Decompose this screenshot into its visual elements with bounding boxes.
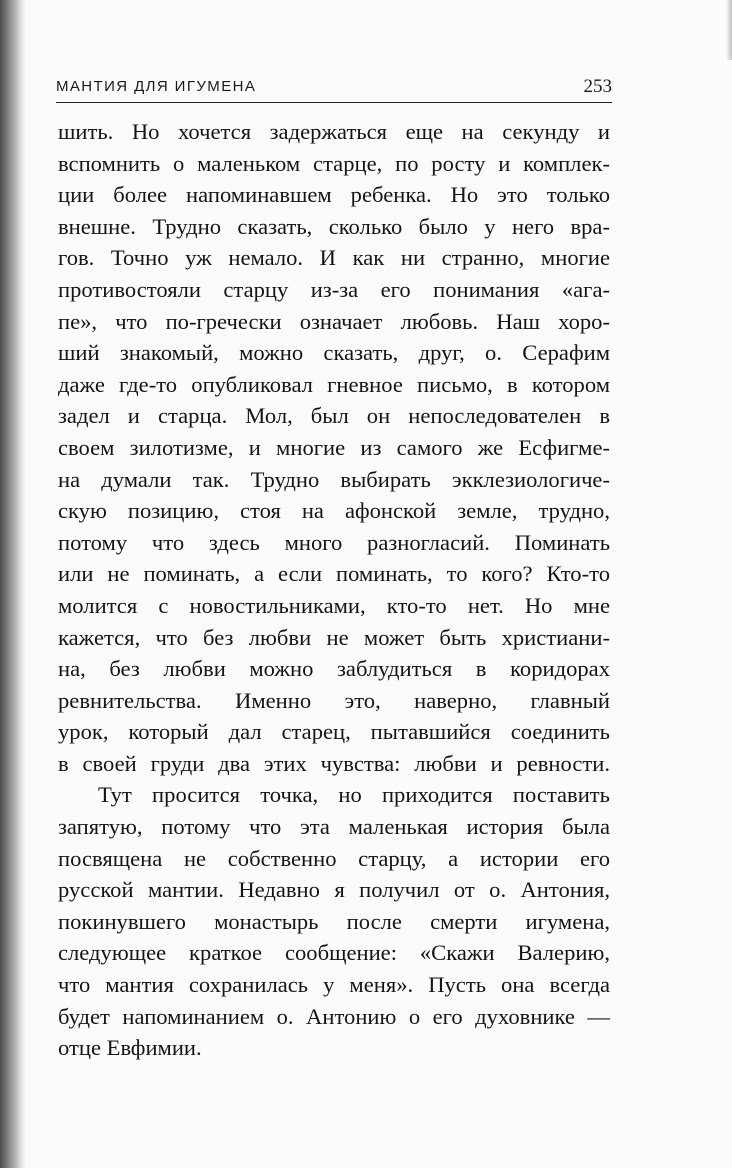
text-line: запятую, потому что эта маленькая история была (58, 814, 610, 840)
text-line: на думали так. Трудно выбирать экклезиологиче- (58, 466, 610, 492)
text-line: что мантия сохранилась у меня». Пусть она всегда (58, 972, 610, 998)
book-spine-shadow (0, 0, 26, 1168)
text-line: противостояли старцу из-за его понимания «ага- (58, 276, 610, 302)
text-line: ции более напоминавшем ребенка. Но это только (58, 182, 610, 208)
text-line: даже где-то опубликовал гневное письмо, в котором (58, 371, 610, 397)
text-line: вспомнить о маленьком старце, по росту и комплек- (58, 150, 610, 176)
text-line: ший знакомый, можно сказать, друг, о. Серафим (58, 340, 610, 366)
text-line: отце Евфимии. (58, 1035, 202, 1061)
text-line: молится с новостильниками, кто-то нет. Но мне (58, 592, 610, 618)
text-line: урок, который дал старец, пытавшийся соединить (58, 719, 610, 745)
text-line: посвящена не собственно старцу, а истории его (58, 845, 610, 871)
running-header (56, 74, 612, 103)
text-line: шить. Но хочется задержаться еще на секунду и (58, 119, 610, 144)
text-line: Тут просится точка, но приходится поставить (98, 782, 610, 808)
text-line: следующее краткое сообщение: «Скажи Валерию, (58, 940, 610, 966)
text-line: будет напоминанием о. Антонию о его духовнике — (58, 1003, 610, 1029)
text-line: в своей груди два этих чувства: любви и ревности. (58, 750, 610, 776)
text-line: своем зилотизме, и многие из самого же Есфигме- (58, 434, 610, 460)
text-line: ревнительства. Именно это, наверно, главный (58, 687, 610, 713)
text-line: пе», что по-гречески означает любовь. Наш хоро- (58, 308, 610, 334)
text-line: на, без любви можно заблудиться в коридорах (58, 656, 610, 682)
page-edge-shadow (726, 0, 732, 60)
running-title: МАНТИЯ ДЛЯ ИГУМЕНА (56, 78, 257, 95)
text-line: задел и старца. Мол, был он непоследователен в (58, 403, 610, 429)
text-line: или не поминать, а если поминать, то кого? Кто-то (58, 561, 610, 587)
text-line: внешне. Трудно сказать, сколько было у него вра- (58, 213, 610, 239)
body-text (58, 116, 610, 1064)
text-line: покинувшего монастырь после смерти игумена, (58, 908, 610, 934)
text-line: русской мантии. Недавно я получил от о. Антония, (58, 877, 610, 903)
text-line: кажется, что без любви не может быть христиани- (58, 624, 610, 650)
text-line: потому что здесь много разногласий. Поминать (58, 529, 610, 555)
page-number: 253 (583, 76, 612, 97)
text-line: скую позицию, стоя на афонской земле, трудно, (58, 498, 610, 524)
text-line: гов. Точно уж немало. И как ни странно, многие (58, 245, 610, 271)
